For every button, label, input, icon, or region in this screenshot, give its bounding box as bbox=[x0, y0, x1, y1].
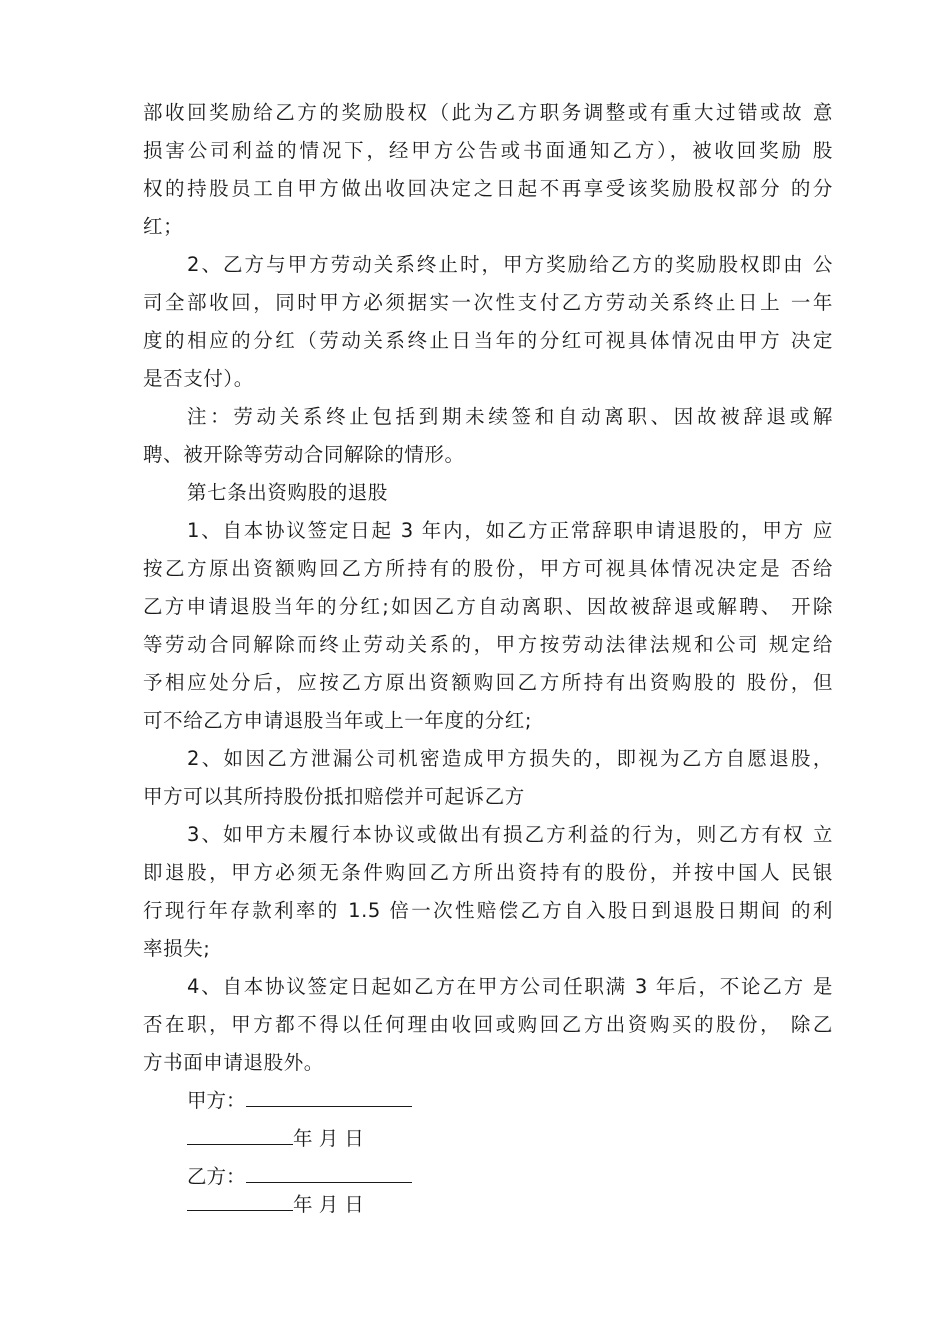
text-line: 予相应处分后，应按乙方原出资额购回乙方所持有出资购股的 股份，但 bbox=[143, 671, 833, 694]
party-a-signature bbox=[187, 1088, 412, 1114]
text-line: 等劳动合同解除而终止劳动关系的，甲方按劳动法律法规和公司 规定给 bbox=[143, 633, 833, 656]
text-line: 否在职，甲方都不得以任何理由收回或购回乙方出资购买的股份， 除乙 bbox=[143, 1013, 833, 1036]
party-a-label: 甲方： bbox=[187, 1089, 246, 1112]
text-line: 是否支付）。 bbox=[143, 367, 254, 390]
section-heading: 第七条出资购股的退股 bbox=[187, 481, 389, 504]
party-b-date bbox=[187, 1192, 364, 1218]
note-line: 聘、被开除等劳动合同解除的情形。 bbox=[143, 443, 465, 466]
text-line: 率损失; bbox=[143, 937, 211, 960]
text-line: 3、如甲方未履行本协议或做出有损乙方利益的行为，则乙方有权 立 bbox=[187, 823, 833, 846]
party-a-date bbox=[187, 1126, 364, 1152]
text-line: 司全部收回，同时甲方必须据实一次性支付乙方劳动关系终止日上 一年 bbox=[143, 291, 833, 314]
party-b-signature-line[interactable] bbox=[246, 1164, 412, 1183]
text-line: 部收回奖励给乙方的奖励股权（此为乙方职务调整或有重大过错或故 意 bbox=[143, 101, 833, 124]
text-line: 甲方可以其所持股份抵扣赔偿并可起诉乙方 bbox=[143, 785, 525, 808]
party-a-date-line[interactable] bbox=[187, 1126, 293, 1145]
text-line: 权的持股员工自甲方做出收回决定之日起不再享受该奖励股权部分 的分 bbox=[143, 177, 833, 200]
text-line: 4、自本协议签定日起如乙方在甲方公司任职满 3 年后，不论乙方 是 bbox=[187, 975, 833, 998]
party-b-label: 乙方： bbox=[187, 1165, 246, 1188]
text-line: 损害公司利益的情况下，经甲方公告或书面通知乙方），被收回奖励 股 bbox=[143, 139, 833, 162]
text-line: 度的相应的分红（劳动关系终止日当年的分红可视具体情况由甲方 决定 bbox=[143, 329, 833, 352]
text-line: 方书面申请退股外。 bbox=[143, 1051, 324, 1074]
text-line: 2、乙方与甲方劳动关系终止时，甲方奖励给乙方的奖励股权即由 公 bbox=[187, 253, 833, 276]
text-line: 可不给乙方申请退股当年或上一年度的分红; bbox=[143, 709, 533, 732]
party-b-date-label: 年 月 日 bbox=[293, 1193, 364, 1216]
party-b-date-line[interactable] bbox=[187, 1192, 293, 1211]
party-a-signature-line[interactable] bbox=[246, 1088, 412, 1107]
text-line: 2、如因乙方泄漏公司机密造成甲方损失的，即视为乙方自愿退股， bbox=[187, 747, 833, 770]
text-line: 乙方申请退股当年的分红;如因乙方自动离职、因故被辞退或解聘、 开除 bbox=[143, 595, 833, 618]
text-line: 即退股，甲方必须无条件购回乙方所出资持有的股份，并按中国人 民银 bbox=[143, 861, 833, 884]
party-b-signature bbox=[187, 1164, 412, 1190]
text-line: 红； bbox=[143, 215, 184, 238]
text-line: 按乙方原出资额购回乙方所持有的股份，甲方可视具体情况决定是 否给 bbox=[143, 557, 833, 580]
text-line: 行现行年存款利率的 1.5 倍一次性赔偿乙方自入股日到退股日期间 的利 bbox=[143, 899, 833, 922]
note-line: 注：劳动关系终止包括到期未续签和自动离职、因故被辞退或解 bbox=[187, 405, 833, 428]
party-a-date-label: 年 月 日 bbox=[293, 1127, 364, 1150]
text-line: 1、自本协议签定日起 3 年内，如乙方正常辞职申请退股的，甲方 应 bbox=[187, 519, 833, 542]
